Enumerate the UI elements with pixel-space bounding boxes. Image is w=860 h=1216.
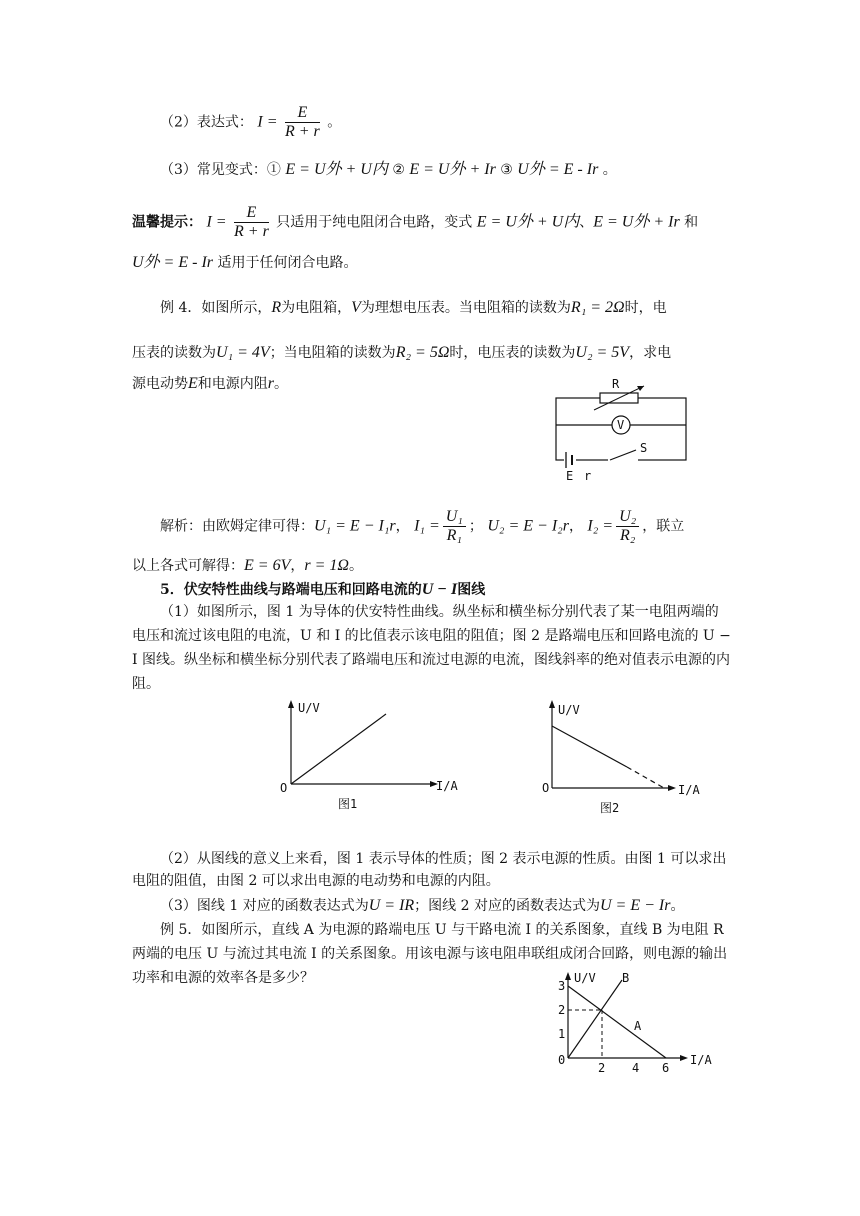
y-axis-label: U/V (298, 701, 320, 715)
ex5-text: 例 5．如图所示，直线 A 为电源的路端电压 U 与干路电流 I 的关系图象，直线 B 为电阻 R 两端的电压 U 与流过其电流 I 的关系图象。用该电源与该电阻串联组成闭合回路，则电源的输出功率和电源的效率各是多少？ (132, 922, 728, 986)
solution-line-1: 解析：由欧姆定律可得：U₁ = E − I₁r， I₁ = $\frac{\text{U₁}}{\text{R₁}}$ ； U₂ = E − I₂r， I₂ = $\frac{\text{U₂}}{\text{R₂}}$ ，联立 (160, 508, 685, 544)
y-tick: 3 (558, 979, 566, 993)
formula: E = U外 + U内 (285, 161, 388, 178)
x-tick: 2 (598, 1061, 606, 1074)
origin-label: 0 (558, 1053, 566, 1067)
origin-label: O (542, 781, 550, 795)
label-B: B (622, 971, 630, 985)
tip-text: 只适用于纯电阻闭合电路，变式 (276, 214, 473, 231)
solid-line (552, 726, 627, 767)
y-axis-label: U/V (558, 703, 580, 717)
x-axis-label: I/A (678, 783, 700, 797)
marker: ③ (500, 162, 513, 178)
formula-lhs: I = (206, 213, 227, 231)
tip-line-1 (132, 204, 698, 241)
s5-para-1: （1）如图所示，图 1 为导体的伏安特性曲线。纵坐标和横坐标分别代表了某一电阻两端的电压和流过该电阻的电流，U 和 I 的比值表示该电阻的阻值；图 2 是路端电压和回路电流的 U − I 图线。纵坐标和横坐标分别代表了路端电压和流过电源的电流，图线斜率的绝对值表示电源的内阻。 (132, 604, 731, 692)
label-E: E (566, 469, 574, 483)
label-R: R (612, 377, 620, 391)
variants-line (160, 160, 617, 180)
label-V: V (617, 418, 625, 432)
s5-para-2: （2）从图线的意义上来看，图 1 表示导体的性质；图 2 表示电源的性质。由图 1 可以求出电阻的阻值，由图 2 可以求出电源的电动势和电源的内阻。 (132, 851, 727, 889)
fraction: $\frac{E}{R + r}$ (284, 104, 320, 140)
figure-caption: 图2 (600, 801, 620, 815)
formula-lhs: I = (257, 113, 278, 131)
circuit-diagram (548, 376, 698, 486)
figure-2 (540, 696, 720, 820)
x-axis-label: I/A (436, 779, 458, 793)
item-label: （3）常见变式：① (160, 162, 281, 178)
punct: 。 (602, 162, 617, 178)
y-tick: 2 (558, 1003, 566, 1017)
tip-text: 适用于任何闭合电路。 (217, 255, 358, 271)
formula-line-2 (160, 104, 341, 141)
x-tick: 6 (662, 1061, 670, 1074)
formula: E = U外 + Ir (593, 213, 680, 231)
figure-caption: 图1 (338, 797, 358, 811)
ex4-line-2: 压表的读数为U₁ = 4V；当电阻箱的读数为R₂ = 5Ω时，电压表的读数为U₂ = 5V，求电 (132, 344, 672, 361)
marker: ② (392, 162, 405, 178)
figure-3 (556, 970, 726, 1074)
y-axis-label: U/V (574, 971, 596, 985)
s5-para-3: （3）图线 1 对应的函数表达式为U = IR；图线 2 对应的函数表达式为U = E − Ir。 (160, 897, 685, 914)
iv-line (291, 714, 386, 784)
tip-line-2 (132, 253, 357, 273)
x-tick: 4 (632, 1061, 640, 1074)
label-A: A (634, 1019, 642, 1033)
ex4-line-1: 例 4．如图所示，R为电阻箱，V为理想电压表。当电阻箱的读数为R₁ = 2Ω时，电 (160, 299, 667, 316)
label-S: S (640, 441, 648, 455)
x-axis-label: I/A (690, 1053, 712, 1067)
section-5-title: 5．伏安特性曲线与路端电压和回路电流的U − I图线 (160, 581, 486, 598)
formula: E = U外 + U内 (476, 213, 580, 231)
solution-line-2: 以上各式可解得：E = 6V，r = 1Ω。 (132, 557, 363, 574)
origin-label: O (280, 781, 288, 795)
item-label: （2）表达式： (160, 114, 253, 131)
line-A (568, 986, 666, 1058)
y-tick: 1 (558, 1027, 566, 1041)
dashed-line (627, 767, 664, 788)
punct: 。 (327, 114, 342, 131)
formula: U外 = E - Ir (132, 254, 214, 271)
label-r: r (584, 469, 592, 483)
ex4-line-3: 源电动势E和电源内阻r。 (132, 375, 289, 392)
formula: U外 = E - Ir (517, 161, 599, 178)
fraction: $\frac{E}{R + r}$ (234, 204, 269, 240)
tip-text: 和 (684, 214, 699, 231)
punct: 、 (579, 214, 594, 231)
figure-1 (276, 696, 476, 816)
tip-label: 温馨提示： (132, 214, 202, 231)
formula: E = U外 + Ir (409, 161, 496, 178)
